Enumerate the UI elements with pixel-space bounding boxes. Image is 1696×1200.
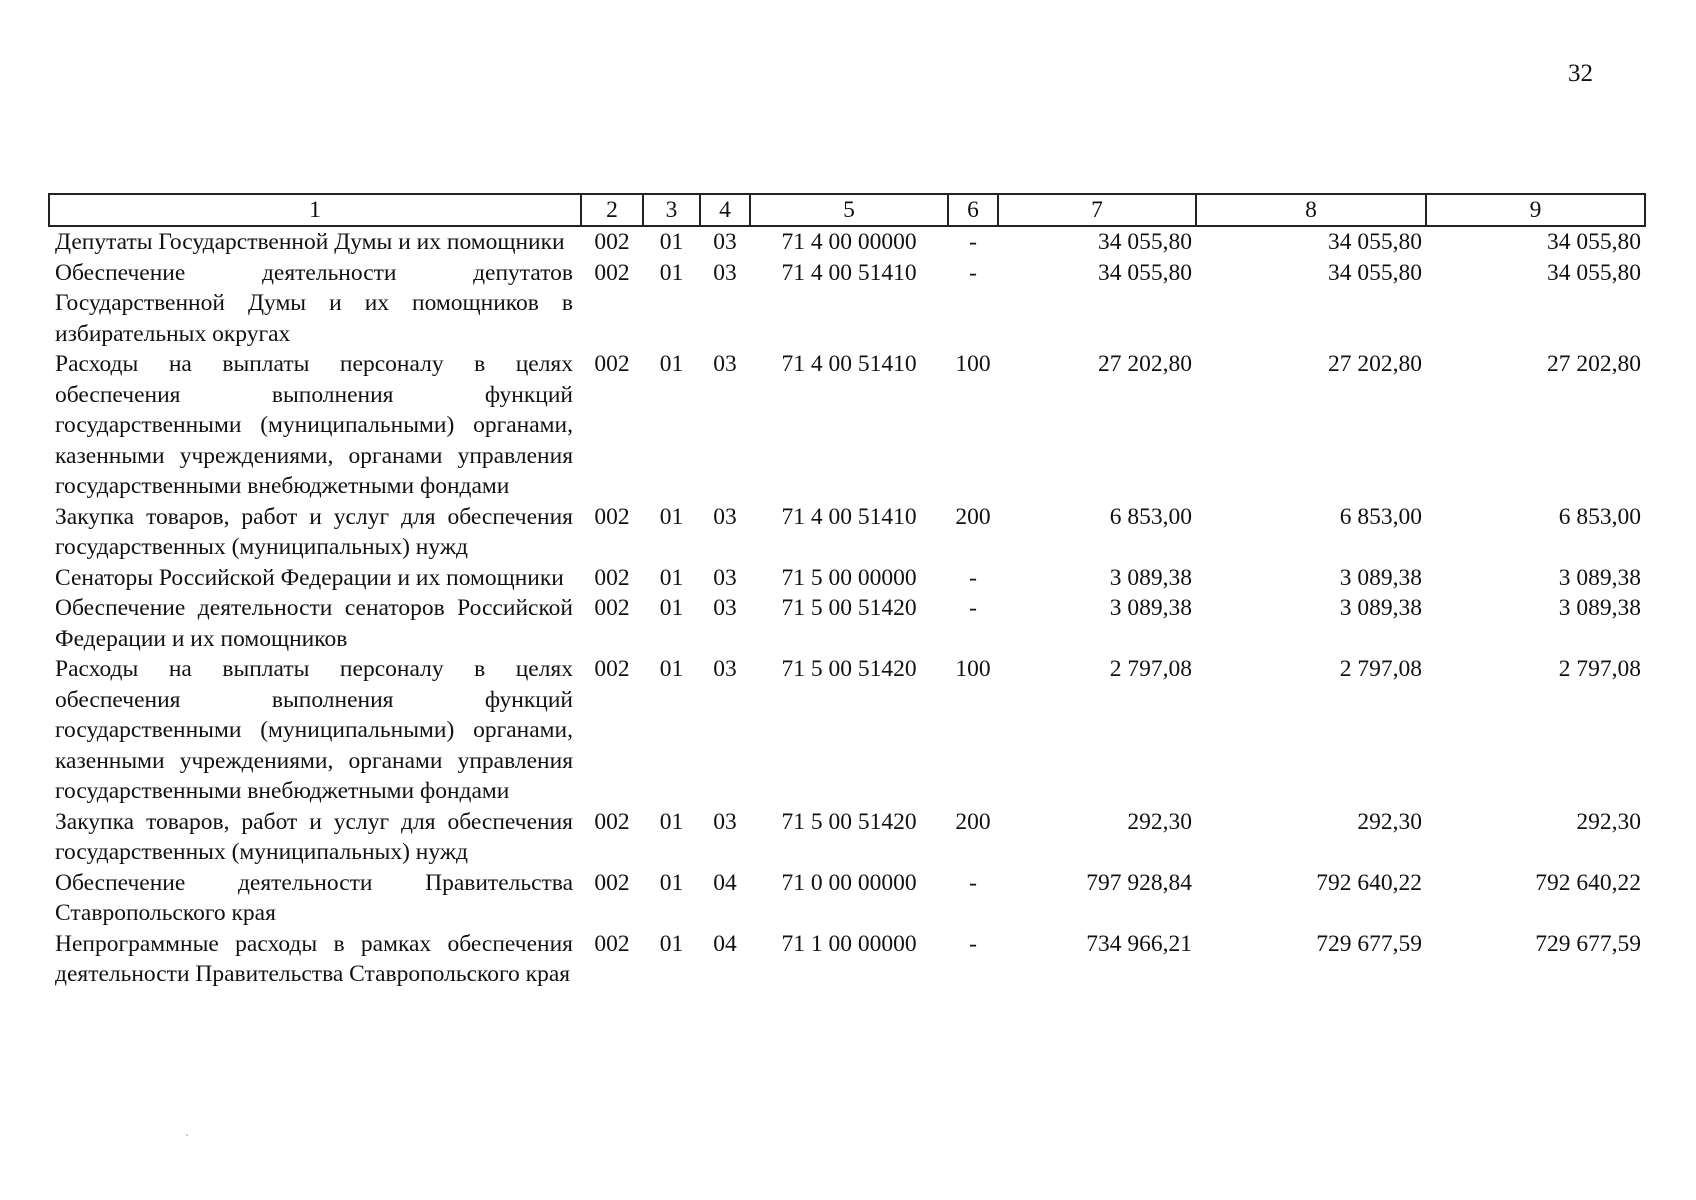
table-body — [49, 226, 1645, 990]
row-subsection-code: 03 — [713, 503, 737, 530]
row-admin-code: 002 — [594, 351, 630, 377]
row-admin-code: 002 — [594, 869, 630, 896]
row-subsection-code: 04 — [713, 869, 737, 896]
row-value-col-7: 34 055,80 — [1098, 259, 1192, 286]
row-value-col-7: 3 089,38 — [1109, 564, 1192, 591]
row-value-col-7: 292,30 — [1127, 808, 1192, 835]
row-value-col-9: 292,30 — [1576, 808, 1641, 835]
row-admin-code: 002 — [594, 808, 630, 835]
header-col-6: 6 — [948, 194, 998, 226]
table-row — [49, 258, 1645, 350]
row-section-code: 01 — [659, 564, 684, 591]
row-name: Расходы на выплаты персоналу в целях обеспечения выполнения функций государственными (муниципальными) органами, казенными учреждениями, органами управления государственными внебюджетными фондами — [55, 656, 573, 804]
row-admin-code: 002 — [594, 930, 630, 957]
row-subsection-code: 03 — [713, 564, 737, 591]
header-col-9: 9 — [1426, 194, 1645, 226]
row-section-code: 01 — [659, 656, 684, 682]
row-target-code: 71 5 00 51420 — [781, 808, 917, 835]
row-value-col-7: 2 797,08 — [1109, 656, 1192, 682]
row-name: Обеспечение деятельности депутатов Государственной Думы и их помощников в избирательных округах — [55, 259, 573, 347]
row-name: Обеспечение деятельности Правительства Ставропольского края — [55, 869, 573, 926]
header-row — [49, 194, 1645, 226]
row-value-col-7: 734 966,21 — [1086, 930, 1192, 957]
row-value-col-9: 34 055,80 — [1547, 259, 1641, 286]
row-value-col-8: 34 055,80 — [1328, 259, 1422, 286]
row-value-col-9: 2 797,08 — [1558, 656, 1641, 682]
row-value-col-9: 792 640,22 — [1535, 869, 1641, 896]
row-subsection-code: 03 — [713, 595, 737, 621]
table-row — [49, 654, 1645, 807]
row-name: Непрограммные расходы в рамках обеспечения деятельности Правительства Ставропольского края — [55, 930, 573, 987]
table-row — [49, 868, 1645, 929]
row-section-code: 01 — [659, 503, 684, 530]
row-value-col-8: 3 089,38 — [1339, 564, 1422, 591]
table-row — [49, 929, 1645, 990]
table-row — [49, 593, 1645, 654]
header-col-5: 5 — [750, 194, 948, 226]
row-target-code: 71 5 00 51420 — [781, 656, 917, 682]
row-name: Сенаторы Российской Федерации и их помощники — [55, 564, 564, 591]
table-header — [49, 194, 1645, 226]
row-target-code: 71 4 00 51410 — [781, 259, 917, 286]
row-subsection-code: 03 — [713, 259, 737, 286]
row-expense-type: 200 — [955, 808, 991, 835]
table-row — [49, 563, 1645, 594]
row-value-col-9: 729 677,59 — [1535, 930, 1641, 957]
row-value-col-8: 34 055,80 — [1328, 229, 1422, 255]
row-expense-type: 100 — [955, 351, 991, 377]
row-admin-code: 002 — [594, 564, 630, 591]
row-subsection-code: 04 — [713, 930, 737, 957]
header-col-8: 8 — [1196, 194, 1426, 226]
header-col-7: 7 — [998, 194, 1196, 226]
row-admin-code: 002 — [594, 229, 630, 255]
row-subsection-code: 03 — [713, 351, 737, 377]
row-target-code: 71 4 00 00000 — [781, 229, 917, 255]
table-row — [49, 349, 1645, 502]
row-name: Закупка товаров, работ и услуг для обеспечения государственных (муниципальных) нужд — [55, 503, 573, 560]
row-section-code: 01 — [659, 869, 684, 896]
row-expense-type: - — [969, 869, 977, 896]
row-value-col-8: 6 853,00 — [1339, 503, 1422, 530]
row-value-col-7: 6 853,00 — [1109, 503, 1192, 530]
row-section-code: 01 — [659, 259, 684, 286]
row-value-col-7: 3 089,38 — [1109, 595, 1192, 621]
row-expense-type: 100 — [955, 656, 991, 682]
row-expense-type: - — [969, 564, 977, 591]
row-section-code: 01 — [659, 595, 684, 621]
table-row — [49, 502, 1645, 563]
row-value-col-8: 27 202,80 — [1328, 351, 1422, 377]
row-expense-type: - — [969, 229, 977, 255]
row-value-col-8: 729 677,59 — [1316, 930, 1422, 957]
row-name: Обеспечение деятельности сенаторов Российской Федерации и их помощников — [55, 595, 573, 652]
row-name: Расходы на выплаты персоналу в целях обеспечения выполнения функций государственными (муниципальными) органами, казенными учреждениями, органами управления государственными внебюджетными фондами — [55, 351, 573, 499]
row-subsection-code: 03 — [713, 808, 737, 835]
row-value-col-7: 797 928,84 — [1086, 869, 1192, 896]
row-expense-type: 200 — [955, 503, 991, 530]
row-admin-code: 002 — [594, 503, 630, 530]
row-subsection-code: 03 — [713, 229, 737, 255]
header-col-1: 1 — [49, 194, 581, 226]
row-value-col-8: 3 089,38 — [1339, 595, 1422, 621]
row-subsection-code: 03 — [713, 656, 737, 682]
table-row — [49, 226, 1645, 258]
row-section-code: 01 — [659, 930, 684, 957]
row-value-col-7: 34 055,80 — [1098, 229, 1192, 255]
row-section-code: 01 — [659, 351, 684, 377]
row-admin-code: 002 — [594, 656, 630, 682]
budget-table — [48, 193, 1646, 990]
row-value-col-9: 3 089,38 — [1558, 595, 1641, 621]
page-number: 32 — [1568, 60, 1593, 87]
row-target-code: 71 5 00 51420 — [781, 595, 917, 621]
header-col-2: 2 — [581, 194, 643, 226]
row-value-col-9: 6 853,00 — [1558, 503, 1641, 530]
row-value-col-7: 27 202,80 — [1098, 351, 1192, 377]
row-value-col-8: 292,30 — [1357, 808, 1422, 835]
row-value-col-9: 27 202,80 — [1547, 351, 1641, 377]
row-admin-code: 002 — [594, 259, 630, 286]
row-value-col-9: 3 089,38 — [1558, 564, 1641, 591]
row-target-code: 71 5 00 00000 — [781, 564, 917, 591]
row-value-col-8: 2 797,08 — [1339, 656, 1422, 682]
row-target-code: 71 4 00 51410 — [781, 351, 917, 377]
row-value-col-8: 792 640,22 — [1316, 869, 1422, 896]
row-target-code: 71 0 00 00000 — [781, 869, 917, 896]
row-target-code: 71 4 00 51410 — [781, 503, 917, 530]
row-name: Депутаты Государственной Думы и их помощники — [55, 229, 565, 255]
table-row — [49, 807, 1645, 868]
header-col-4: 4 — [700, 194, 750, 226]
scan-speck — [186, 1134, 188, 1136]
header-col-3: 3 — [643, 194, 700, 226]
row-value-col-9: 34 055,80 — [1547, 229, 1641, 255]
row-section-code: 01 — [659, 229, 684, 255]
row-section-code: 01 — [659, 808, 684, 835]
row-expense-type: - — [969, 259, 977, 286]
row-expense-type: - — [969, 595, 977, 621]
row-expense-type: - — [969, 930, 977, 957]
row-admin-code: 002 — [594, 595, 630, 621]
row-target-code: 71 1 00 00000 — [781, 930, 917, 957]
row-name: Закупка товаров, работ и услуг для обеспечения государственных (муниципальных) нужд — [55, 808, 573, 865]
